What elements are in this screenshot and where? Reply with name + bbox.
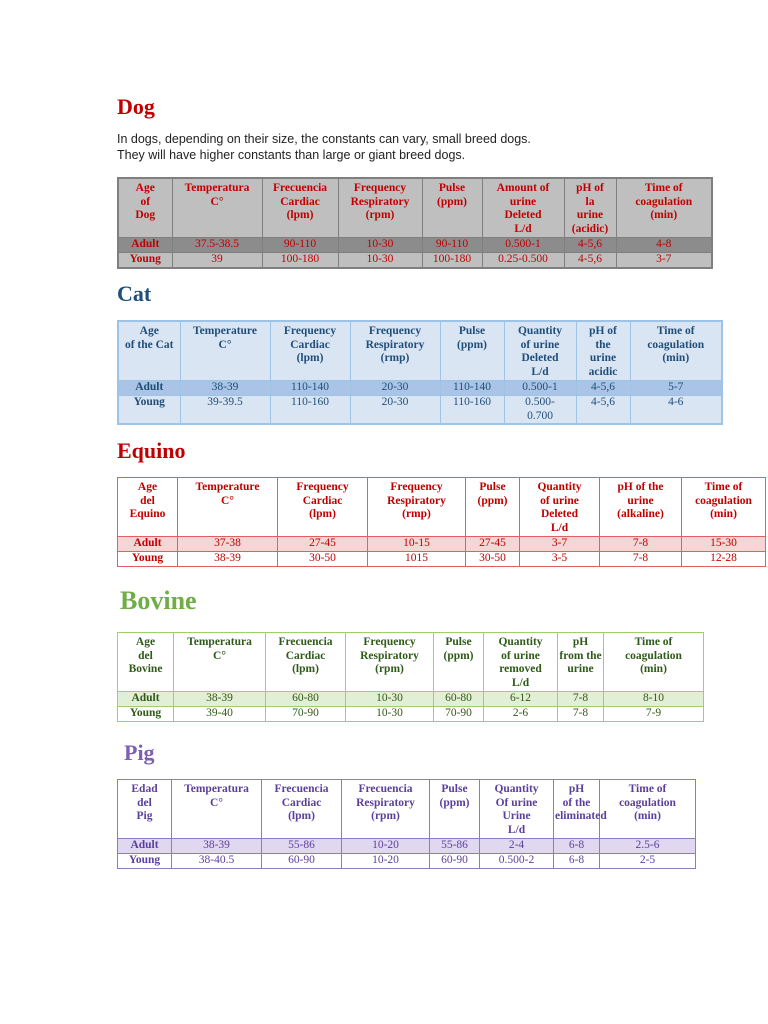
table-cell: 0.500-2	[480, 854, 554, 869]
table-cell: 4-5,6	[564, 238, 616, 253]
equino-header-cell: Frequency Respiratory (rmp)	[368, 478, 466, 537]
table-cell: 0.500-1	[504, 381, 576, 396]
pig-header-row	[118, 780, 696, 839]
table-cell: 5-7	[630, 381, 722, 396]
table-cell: 110-160	[270, 396, 350, 425]
table-row	[118, 253, 712, 269]
equino-title: Equino	[117, 438, 186, 463]
bovine-header-cell: Frecuencia Cardiac (lpm)	[266, 633, 346, 692]
pig-header-cell: Frecuencia Cardiac (lpm)	[262, 780, 342, 839]
table-cell: 10-15	[368, 537, 466, 552]
pig-header-cell: Quantity Of urine Urine L/d	[480, 780, 554, 839]
bovine-title: Bovine	[120, 586, 197, 615]
table-cell: 7-8	[600, 552, 682, 567]
bovine-header-row	[118, 633, 704, 692]
table-cell: 20-30	[350, 381, 440, 396]
table-cell: 20-30	[350, 396, 440, 425]
row-label: Adult	[118, 537, 178, 552]
cat-constants-table	[117, 320, 723, 425]
dog-header-cell: Age of Dog	[118, 178, 172, 238]
table-row	[118, 692, 704, 707]
dog-header-cell: Pulse (ppm)	[422, 178, 482, 238]
cat-header-cell: Temperature C°	[180, 321, 270, 381]
table-cell: 10-30	[338, 253, 422, 269]
dog-constants-table	[117, 177, 713, 269]
table-cell: 55-86	[430, 839, 480, 854]
equino-header-cell: Pulse (ppm)	[466, 478, 520, 537]
table-row	[118, 381, 722, 396]
table-cell: 30-50	[466, 552, 520, 567]
bovine-header-cell: Temperatura C°	[174, 633, 266, 692]
table-cell: 2-6	[484, 707, 558, 722]
table-cell: 2-5	[600, 854, 696, 869]
row-label: Young	[118, 253, 172, 269]
table-cell: 37.5-38.5	[172, 238, 262, 253]
equino-header-cell: Temperature C°	[178, 478, 278, 537]
dog-intro-line-1: In dogs, depending on their size, the constants can vary, small breed dogs.	[117, 132, 531, 146]
cat-header-cell: Time of coagulation (min)	[630, 321, 722, 381]
row-label: Adult	[118, 381, 180, 396]
table-cell: 10-20	[342, 854, 430, 869]
pig-header-cell: Time of coagulation (min)	[600, 780, 696, 839]
table-cell: 7-9	[604, 707, 704, 722]
table-cell: 38-39	[172, 839, 262, 854]
table-cell: 7-8	[558, 692, 604, 707]
table-cell: 6-8	[554, 839, 600, 854]
pig-header-cell: Pulse (ppm)	[430, 780, 480, 839]
table-cell: 1015	[368, 552, 466, 567]
row-label: Young	[118, 552, 178, 567]
table-cell: 39-40	[174, 707, 266, 722]
table-cell: 6-12	[484, 692, 558, 707]
table-cell: 110-160	[440, 396, 504, 425]
table-cell: 30-50	[278, 552, 368, 567]
pig-header-cell: Edad del Pig	[118, 780, 172, 839]
table-cell: 55-86	[262, 839, 342, 854]
cat-header-cell: Quantity of urine Deleted L/d	[504, 321, 576, 381]
table-cell: 110-140	[440, 381, 504, 396]
table-cell: 110-140	[270, 381, 350, 396]
table-cell: 38-39	[180, 381, 270, 396]
row-label: Adult	[118, 692, 174, 707]
table-cell: 3-7	[616, 253, 712, 269]
table-cell: 0.500- 0.700	[504, 396, 576, 425]
pig-title: Pig	[124, 740, 155, 765]
table-row	[118, 707, 704, 722]
table-cell: 100-180	[262, 253, 338, 269]
table-cell: 0.500-1	[482, 238, 564, 253]
row-label: Young	[118, 396, 180, 425]
table-cell: 70-90	[434, 707, 484, 722]
table-cell: 4-6	[630, 396, 722, 425]
bovine-header-cell: Frequency Respiratory (rpm)	[346, 633, 434, 692]
table-cell: 10-30	[346, 707, 434, 722]
table-cell: 0.25-0.500	[482, 253, 564, 269]
table-cell: 10-20	[342, 839, 430, 854]
equino-header-cell: Time of coagulation (min)	[682, 478, 766, 537]
bovine-header-cell: Age del Bovine	[118, 633, 174, 692]
table-cell: 60-90	[262, 854, 342, 869]
dog-title: Dog	[117, 94, 155, 119]
table-cell: 4-5,6	[564, 253, 616, 269]
table-cell: 38-39	[174, 692, 266, 707]
table-cell: 10-30	[338, 238, 422, 253]
table-cell: 15-30	[682, 537, 766, 552]
dog-header-cell: Frecuencia Cardiac (lpm)	[262, 178, 338, 238]
cat-header-cell: Age of the Cat	[118, 321, 180, 381]
table-cell: 4-8	[616, 238, 712, 253]
table-cell: 39-39.5	[180, 396, 270, 425]
pig-header-cell: pH of the eliminated	[554, 780, 600, 839]
equino-header-cell: Quantity of urine Deleted L/d	[520, 478, 600, 537]
cat-header-cell: Frequency Cardiac (lpm)	[270, 321, 350, 381]
cat-header-row	[118, 321, 722, 381]
dog-header-cell: Amount of urine Deleted L/d	[482, 178, 564, 238]
equino-header-cell: Frequency Cardiac (lpm)	[278, 478, 368, 537]
table-cell: 7-8	[600, 537, 682, 552]
table-cell: 4-5,6	[576, 396, 630, 425]
table-cell: 3-7	[520, 537, 600, 552]
pig-header-cell: Temperatura C°	[172, 780, 262, 839]
table-cell: 60-90	[430, 854, 480, 869]
equino-header-row	[118, 478, 766, 537]
row-label: Adult	[118, 238, 172, 253]
row-label: Adult	[118, 839, 172, 854]
table-cell: 90-110	[422, 238, 482, 253]
dog-intro	[117, 131, 587, 163]
table-cell: 60-80	[266, 692, 346, 707]
cat-title: Cat	[117, 281, 152, 306]
table-cell: 8-10	[604, 692, 704, 707]
cat-header-cell: Frequency Respiratory (rmp)	[350, 321, 440, 381]
table-cell: 7-8	[558, 707, 604, 722]
dog-header-row	[118, 178, 712, 238]
table-cell: 6-8	[554, 854, 600, 869]
table-cell: 39	[172, 253, 262, 269]
table-cell: 100-180	[422, 253, 482, 269]
table-cell: 2.5-6	[600, 839, 696, 854]
table-row	[118, 396, 722, 425]
equino-constants-table	[117, 477, 766, 567]
table-cell: 37-38	[178, 537, 278, 552]
row-label: Young	[118, 854, 172, 869]
table-cell: 10-30	[346, 692, 434, 707]
cat-header-cell: pH of the urine acidic	[576, 321, 630, 381]
pig-constants-table	[117, 779, 696, 869]
table-row	[118, 854, 696, 869]
dog-header-cell: Temperatura C°	[172, 178, 262, 238]
table-cell: 90-110	[262, 238, 338, 253]
table-cell: 12-28	[682, 552, 766, 567]
table-row	[118, 552, 766, 567]
equino-header-cell: Age del Equino	[118, 478, 178, 537]
table-row	[118, 537, 766, 552]
bovine-header-cell: Pulse (ppm)	[434, 633, 484, 692]
table-cell: 4-5,6	[576, 381, 630, 396]
table-cell: 27-45	[466, 537, 520, 552]
bovine-header-cell: Quantity of urine removed L/d	[484, 633, 558, 692]
equino-header-cell: pH of the urine (alkaline)	[600, 478, 682, 537]
table-cell: 27-45	[278, 537, 368, 552]
dog-header-cell: Time of coagulation (min)	[616, 178, 712, 238]
dog-header-cell: pH of la urine (acidic)	[564, 178, 616, 238]
row-label: Young	[118, 707, 174, 722]
bovine-header-cell: Time of coagulation (min)	[604, 633, 704, 692]
table-cell: 3-5	[520, 552, 600, 567]
dog-intro-line-2: They will have higher constants than large or giant breed dogs.	[117, 148, 466, 162]
table-cell: 70-90	[266, 707, 346, 722]
cat-header-cell: Pulse (ppm)	[440, 321, 504, 381]
table-row	[118, 839, 696, 854]
table-cell: 38-39	[178, 552, 278, 567]
pig-header-cell: Frecuencia Respiratory (rpm)	[342, 780, 430, 839]
bovine-header-cell: pH from the urine	[558, 633, 604, 692]
table-cell: 2-4	[480, 839, 554, 854]
dog-header-cell: Frequency Respiratory (rpm)	[338, 178, 422, 238]
table-row	[118, 238, 712, 253]
table-cell: 38-40.5	[172, 854, 262, 869]
bovine-constants-table	[117, 632, 704, 722]
table-cell: 60-80	[434, 692, 484, 707]
